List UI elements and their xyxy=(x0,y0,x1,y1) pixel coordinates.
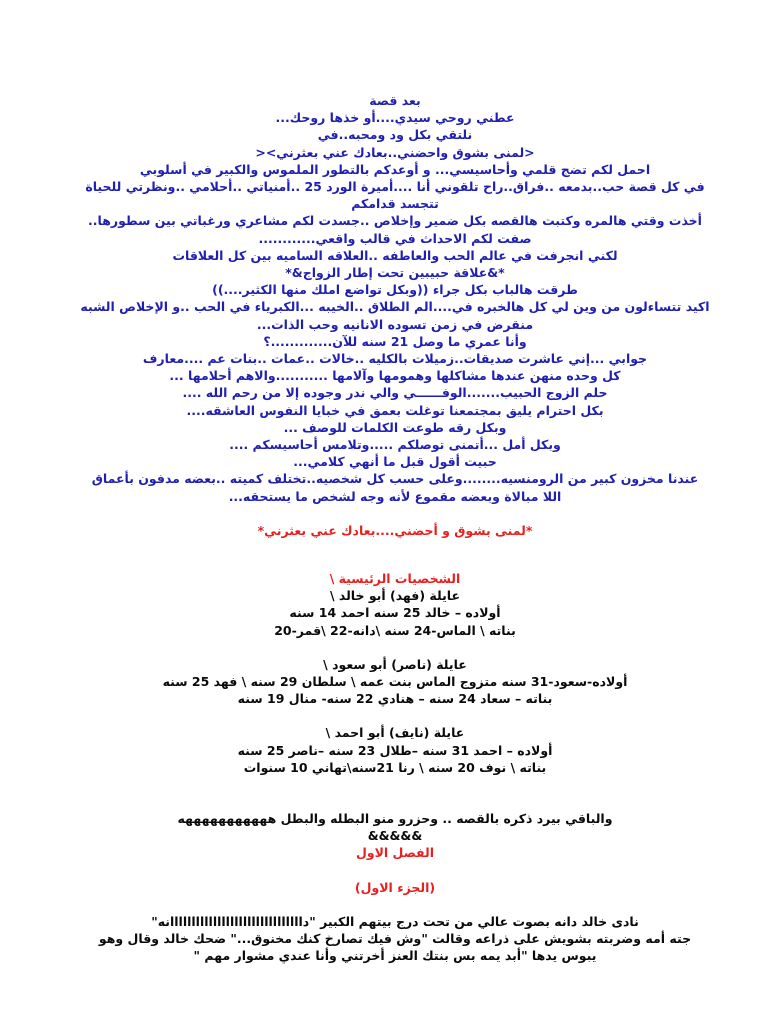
intro-line: جوابي ...إني عاشرت صديقات..زميلات بالكليه ..خالات ..عمات ..بنات عم ....معارف xyxy=(142,351,648,367)
family-daughters: بناته \ الماس-24 سنه \دانه-22 \قمر-20 xyxy=(274,622,516,638)
intro-line: طرقت هالباب بكل جراء ((وبكل تواضع املك منها الكثير....)) xyxy=(212,282,578,298)
story-line: نادى خالد دانه بصوت عالي من تحت درج بيتهم الكبير "دااااااااااااااااااااااااااااااانه" xyxy=(151,913,639,929)
intro-line: وأنا عمري ما وصل 21 سنه للآن.............؟ xyxy=(263,333,527,349)
chapter-title: الفصل الاول xyxy=(355,845,434,861)
intro-line: منقرض في زمن تسوده الانانيه وحب الذات... xyxy=(256,316,534,332)
intro-line: أخذت وقتي هالمره وكتبت هالقصه بكل ضمير وإخلاص ..جسدت لكم مشاعري ورغباتي بين سطورها.. xyxy=(88,213,702,229)
intro-line: نلتقي بكل ود ومحبه..في xyxy=(317,127,473,143)
intro-line: صفت لكم الاحداث في قالب واقعي............ xyxy=(258,230,532,246)
separator: &&&&& xyxy=(367,828,423,844)
intro-line: وبكل أمل ...أتمنى توصلكم .....وتلامس أحاسيسكم .... xyxy=(229,437,561,453)
intro-line: بكل احترام يليق بمجتمعنا توغلت بعمق في خبايا النفوس العاشقه.... xyxy=(186,402,604,418)
family-title: عايلة (فهد) أبو خالد \ xyxy=(329,588,461,604)
intro-line: في كل قصة حب..بدمعه ..فراق..راح تلقوني أنا ....أميرة الورد 25 ..أمنياتي ..أحلامي ..ونظرتي للحياة xyxy=(85,179,705,195)
family-sons: أولاده – احمد 31 سنه –طلال 23 سنه –ناصر 25 سنه xyxy=(237,742,553,758)
intro-line: احمل لكم تضج قلمي وأحاسيسي... و أوعدكم بالتطور الملموس والكبير في أسلوبي xyxy=(139,161,651,177)
intro-line: <لمنى بشوق واحضني..بعادك عني بعثرني>< xyxy=(255,144,535,160)
characters-heading: الشخصيات الرئيسية \ xyxy=(329,571,461,586)
intro-line: بعد قصة xyxy=(369,93,421,108)
intro-line: عندنا مخزون كبير من الرومنسيه........وعلى حسب كل شخصيه..تختلف كميته ..بعضه مدفون بأعماق xyxy=(91,471,699,487)
intro-line: اللا مبالاة وبعضه مقموع لأنه وجه لشخص ما يستحقه... xyxy=(228,488,562,504)
family-title: عايلة (نايف) أبو احمد \ xyxy=(325,725,465,741)
family-daughters: بناته \ نوف 20 سنه \ رنا 21سنه\تهاني 10 سنوات xyxy=(243,759,547,775)
family-sons: أولاده-سعود-31 سنه متزوج الماس بنت عمه \ سلطان 29 سنه \ فهد 25 سنه xyxy=(162,674,628,690)
intro-line: وبكل رقه طوعت الكلمات للوصف ... xyxy=(283,419,507,435)
title-repeat: *لمنى بشوق و أحضني....بعادك عني بعثرني* xyxy=(257,522,533,538)
family-sons: أولاده – خالد 25 سنه احمد 14 سنه xyxy=(289,605,501,621)
intro-line: حبيت أقول قبل ما أنهي كلامي... xyxy=(293,454,497,470)
intro-line: تتجسد قدامكم xyxy=(351,196,439,212)
intro-line: كل وحده منهن عندها مشاكلها وهمومها وآلامها ...........والاهم أحلامها ... xyxy=(169,368,621,384)
intro-line: اكيد تتساءلون من وين لي كل هالخبره في....الم الطلاق ..الخيبه ...الكبرياء في الحب ..و الإخلاص الشبه xyxy=(80,299,710,315)
closing-note: والباقي بيرد ذكره بالقصه .. وحزرو منو البطله والبطل هههههههههههه xyxy=(177,811,613,827)
family-title: عايلة (ناصر) أبو سعود \ xyxy=(323,656,467,672)
intro-line: عطني روحي سيدي....أو خذها روحك... xyxy=(275,110,515,126)
part-title: (الجزء الاول) xyxy=(354,879,436,895)
intro-section xyxy=(30,92,760,539)
intro-line: حلم الزوج الحبيب.......الوفــــــي والي ندر وجوده إلا من رحم الله .... xyxy=(182,385,608,401)
story-line: جته أمه وضربته بشويش على ذراعه وقالت "وش فيك تصارخ كنك مخنوق..." ضحك خالد وقال وهو xyxy=(98,931,692,947)
characters-section xyxy=(30,570,760,964)
intro-line: *&علاقة حبيبين تحت إطار الزواج&* xyxy=(285,265,505,281)
family-daughters: بناته – سعاد 24 سنه – هنادي 22 سنه- منال 19 سنه xyxy=(237,691,553,707)
story-line: يبوس يدها "أبد يمه بس بنتك العنز أخرتني وأنا عندي مشوار مهم " xyxy=(193,948,597,964)
intro-line: لكني انجرفت في عالم الحب والعاطفه ..العلاقه الساميه بين كل العلاقات xyxy=(172,247,618,263)
